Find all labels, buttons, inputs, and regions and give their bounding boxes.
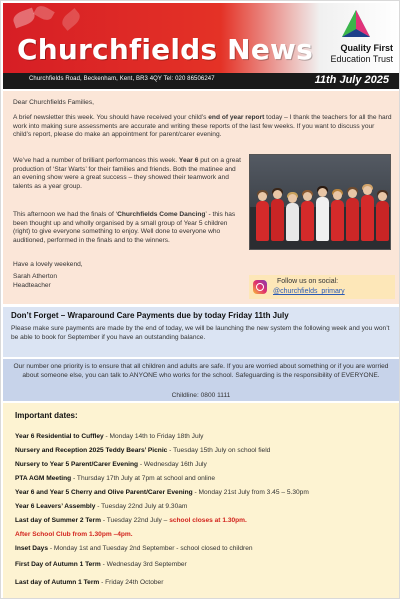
date-item — [15, 561, 187, 568]
instagram-handle-link[interactable]: @churchfields_primary — [273, 288, 345, 295]
date-item-detail: - Wednesday 16th July — [138, 461, 207, 468]
date-item-title: Year 6 and Year 5 Cherry and Olive Parent/Carer Evening — [15, 489, 193, 496]
report-paragraph — [13, 114, 393, 140]
date-item — [15, 503, 187, 510]
trust-logo-icon — [341, 9, 371, 39]
performances-text-b: put on a great production of ‘Star Warts’ for their families and friends. Both the matinee and an evening show were a great success – they showed their teamwork and talents as a year group. — [13, 157, 241, 190]
date-item-title: Last day of Autumn 1 Term — [15, 579, 100, 586]
report-text-a: A brief newsletter this week. You should have received your child’s — [13, 114, 207, 121]
important-dates-section — [3, 403, 399, 598]
signature-name: Sarah Atherton — [13, 273, 57, 280]
signature-role: Headteacher — [13, 282, 51, 289]
date-item — [15, 579, 163, 586]
intro-section — [3, 91, 399, 304]
dancing-text-a: This afternoon we had the finals of ‘ — [13, 211, 118, 218]
leaf-decoration-icon — [59, 8, 83, 31]
dancing-group-photo — [249, 154, 391, 250]
date-item-detail: - Tuesday 22nd July at 9.30am — [95, 503, 188, 510]
date-item-detail: - Thursday 17th July at 7pm at school and online — [71, 475, 216, 482]
date-item-title: Last day of Summer 2 Term — [15, 517, 101, 524]
date-item-title: Year 6 Leavers’ Assembly — [15, 503, 96, 510]
date-item — [15, 531, 133, 538]
closing-line: Have a lovely weekend, — [13, 261, 83, 268]
date-item-title: PTA AGM Meeting — [15, 475, 72, 482]
date-item-detail: - Monday 1st and Tuesday 2nd September - school closed to children — [48, 545, 253, 552]
date-item — [15, 447, 270, 454]
report-text-bold: end of year report — [208, 114, 265, 121]
performances-text-bold: Year 6 — [178, 157, 199, 164]
wraparound-care-notice — [3, 307, 399, 357]
date-item-title: Nursery and Reception 2025 Teddy Bears’ Picnic — [15, 447, 168, 454]
date-item-detail: - Monday 21st July from 3.45 – 5.30pm — [192, 489, 309, 496]
dancing-text-bold: Churchfields Come Dancing — [117, 211, 206, 218]
childline-number: Childline: 0800 1111 — [171, 392, 231, 399]
instagram-icon[interactable] — [253, 280, 267, 294]
school-address: Churchfields Road, Beckenham, Kent, BR3 4QY Tel: 020 86506247 — [29, 76, 215, 82]
trust-name-line1: Quality First — [340, 43, 393, 53]
trust-name — [330, 43, 393, 65]
date-item — [15, 489, 309, 496]
date-item-title: Nursery to Year 5 Parent/Carer Evening — [15, 461, 139, 468]
performances-paragraph — [13, 157, 241, 191]
important-dates-heading: Important dates: — [15, 411, 78, 420]
date-item-title: Inset Days — [15, 545, 48, 552]
date-item — [15, 545, 253, 552]
date-item — [15, 475, 215, 482]
wraparound-heading: Don’t Forget – Wraparound Care Payments due by today Friday 11th July — [11, 311, 289, 320]
wraparound-body: Please make sure payments are made by the end of today, we will be launching the new system the following week and you won’t be able to book for September if you have an outstanding balance. — [11, 325, 390, 341]
date-item-detail: - Wednesday 3rd September — [100, 561, 187, 568]
dancing-text-b: ’ - this has been thought up and wholly organised by a small group of Year 5 children (right) to give everyone something to enjoy. Well done to everyone who auditioned, performed in the finals and to the winners. — [13, 211, 236, 244]
date-item-highlight: school closes at 1.30pm. — [169, 517, 247, 524]
safeguarding-body: Our number one priority is to ensure that all children and adults are safe. If you are worried about something or if you are worried about someone else, you can talk to ANYONE who works for the school. Safeguarding is the responsibility of EVERYONE. — [13, 363, 389, 379]
performances-text-a: We’ve had a number of brilliant performances this week. — [13, 157, 178, 164]
date-item-detail: - Tuesday 22nd July – — [101, 517, 170, 524]
date-item-detail: - Tuesday 15th July on school field — [167, 447, 271, 454]
date-item-title: Year 6 Residential to Cuffley — [15, 433, 104, 440]
social-label: Follow us on social: — [277, 278, 339, 285]
newsletter-title: Churchfields News — [17, 33, 313, 66]
dancing-paragraph — [13, 211, 243, 245]
date-item — [15, 461, 207, 468]
date-item — [15, 433, 203, 440]
newsletter-header — [3, 3, 399, 73]
issue-date: 11th July 2025 — [314, 74, 389, 86]
date-item-detail: - Monday 14th to Friday 18th July — [103, 433, 204, 440]
address-bar — [3, 73, 399, 89]
date-item — [15, 517, 247, 524]
greeting: Dear Churchfields Families, — [13, 99, 94, 106]
trust-name-line2: Education Trust — [330, 54, 393, 64]
leaf-decoration-icon — [33, 3, 55, 22]
leaf-decoration-icon — [11, 8, 36, 29]
date-item-detail: - Friday 24th October — [99, 579, 164, 586]
date-item-highlight: After School Club from 1.30pm –4pm. — [15, 531, 133, 538]
date-item-title: First Day of Autumn 1 Term — [15, 561, 101, 568]
safeguarding-notice — [3, 359, 399, 401]
report-text-b: today – I thank the teachers for all the hard work into making sure assessments are accurate and writing these reports of the last few weeks. If you want to discuss your child’s report, please do make an appointment for parent/carer evening. — [13, 114, 392, 139]
social-follow-box — [249, 275, 395, 299]
